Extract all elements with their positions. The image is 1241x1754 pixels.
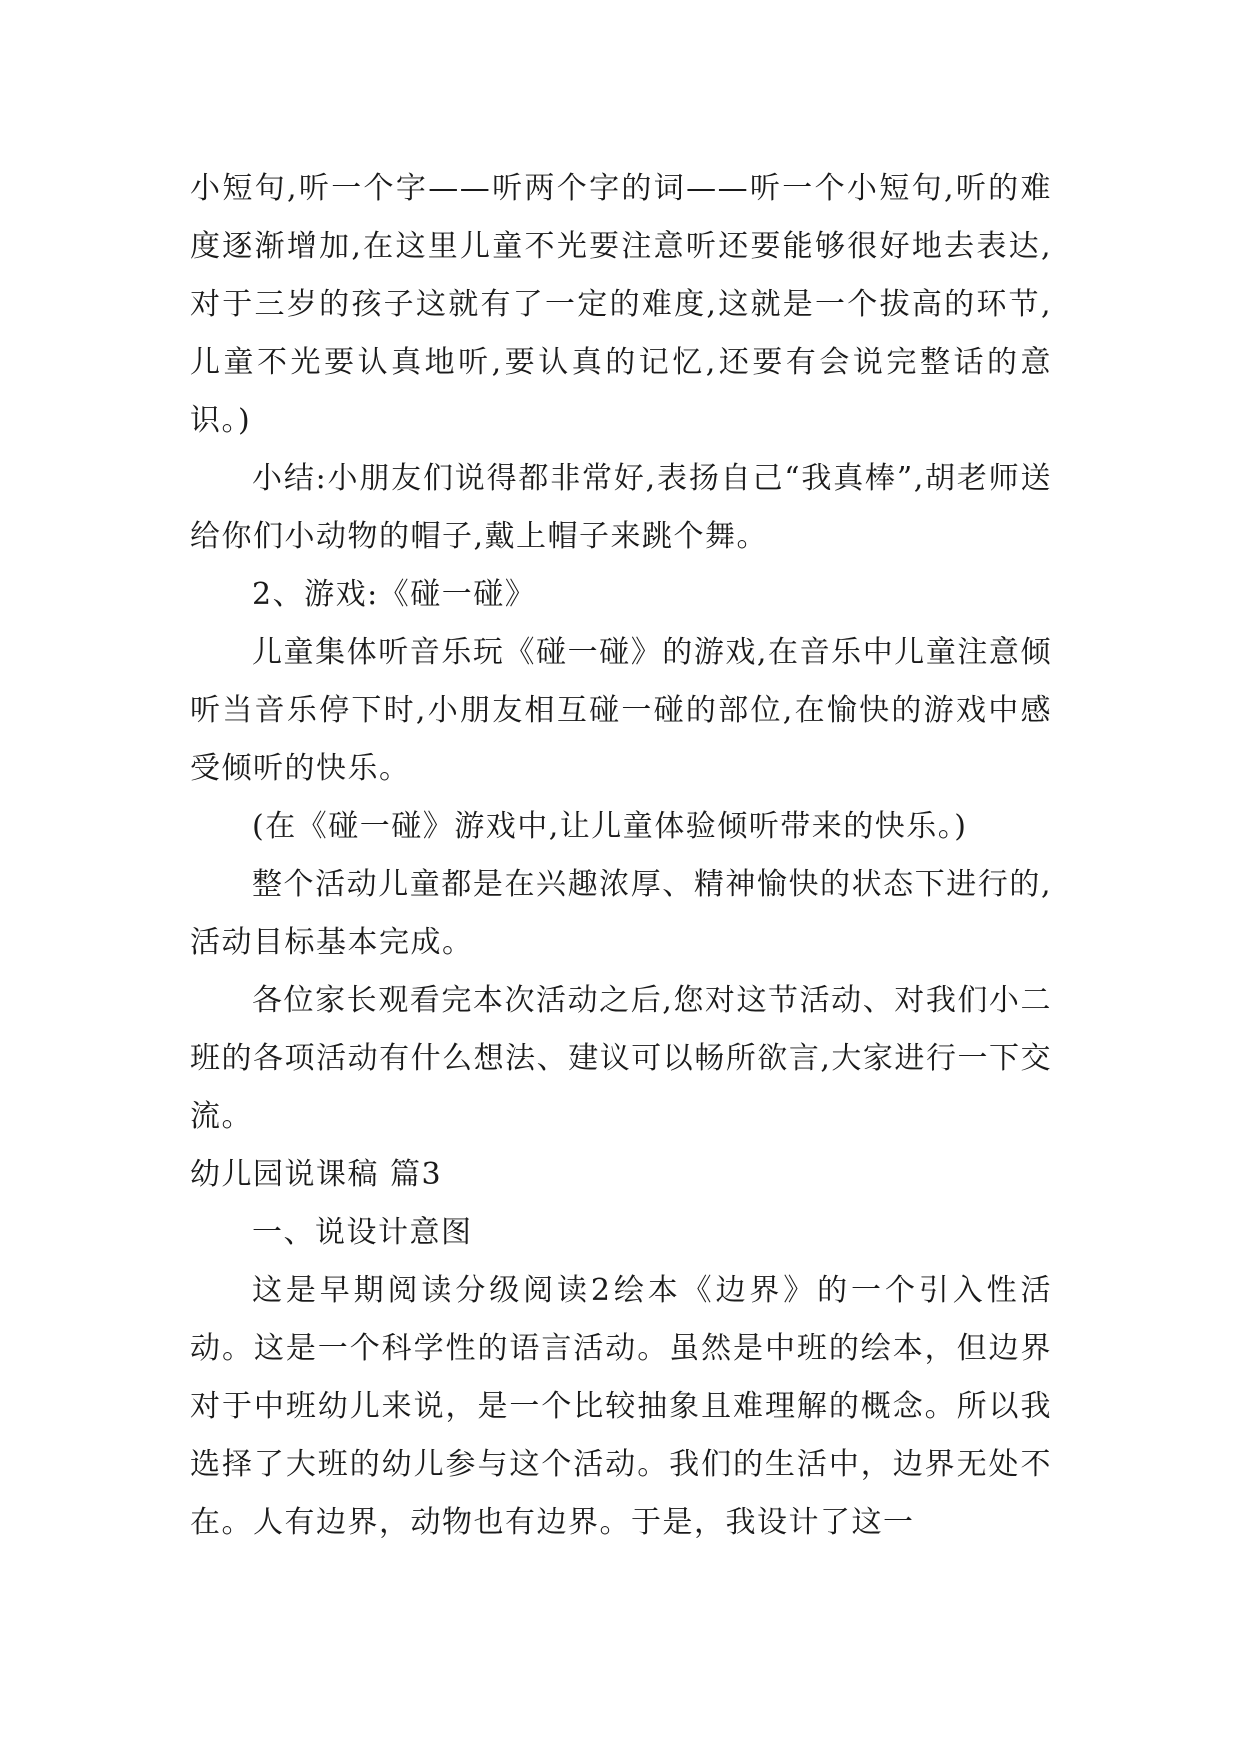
subsection-heading: 一、说设计意图 xyxy=(252,1215,473,1250)
paragraph-design-intent: 这是早期阅读分级阅读2绘本《边界》的一个引入性活动。这是一个科学性的语言活动。虽然是中班的绘本，但边界对于中班幼儿来说，是一个比较抽象且难理解的概念。所以我选择了大班的幼儿参与这个活动。我们的生活中，边界无处不在。人有边界，动物也有边界。于是，我设计了这一 xyxy=(190,1273,1052,1540)
paragraph-activity-summary: 整个活动儿童都是在兴趣浓厚、精神愉快的状态下进行的,活动目标基本完成。 xyxy=(190,867,1052,960)
paragraph-summary: 小结:小朋友们说得都非常好,表扬自己“我真棒”,胡老师送给你们小动物的帽子,戴上帽子来跳个舞。 xyxy=(190,461,1052,554)
paragraph-game-description: 儿童集体听音乐玩《碰一碰》的游戏,在音乐中儿童注意倾听当音乐停下时,小朋友相互碰一碰的部位,在愉快的游戏中感受倾听的快乐。 xyxy=(190,635,1052,786)
document-body xyxy=(190,160,1052,1552)
section-heading: 幼儿园说课稿 篇3 xyxy=(190,1157,443,1192)
paragraph-parents-invitation: 各位家长观看完本次活动之后,您对这节活动、对我们小二班的各项活动有什么想法、建议可以畅所欲言,大家进行一下交流。 xyxy=(190,983,1052,1134)
paragraph-game-title: 2、游戏:《碰一碰》 xyxy=(252,577,537,612)
paragraph-continuation: 小短句,听一个字——听两个字的词——听一个小短句,听的难度逐渐增加,在这里儿童不光要注意听还要能够很好地去表达,对于三岁的孩子这就有了一定的难度,这就是一个拔高的环节,儿童不光要认真地听,要认真的记忆,还要有会说完整话的意识。) xyxy=(190,171,1052,438)
paragraph-game-note: (在《碰一碰》游戏中,让儿童体验倾听带来的快乐。) xyxy=(252,809,968,844)
